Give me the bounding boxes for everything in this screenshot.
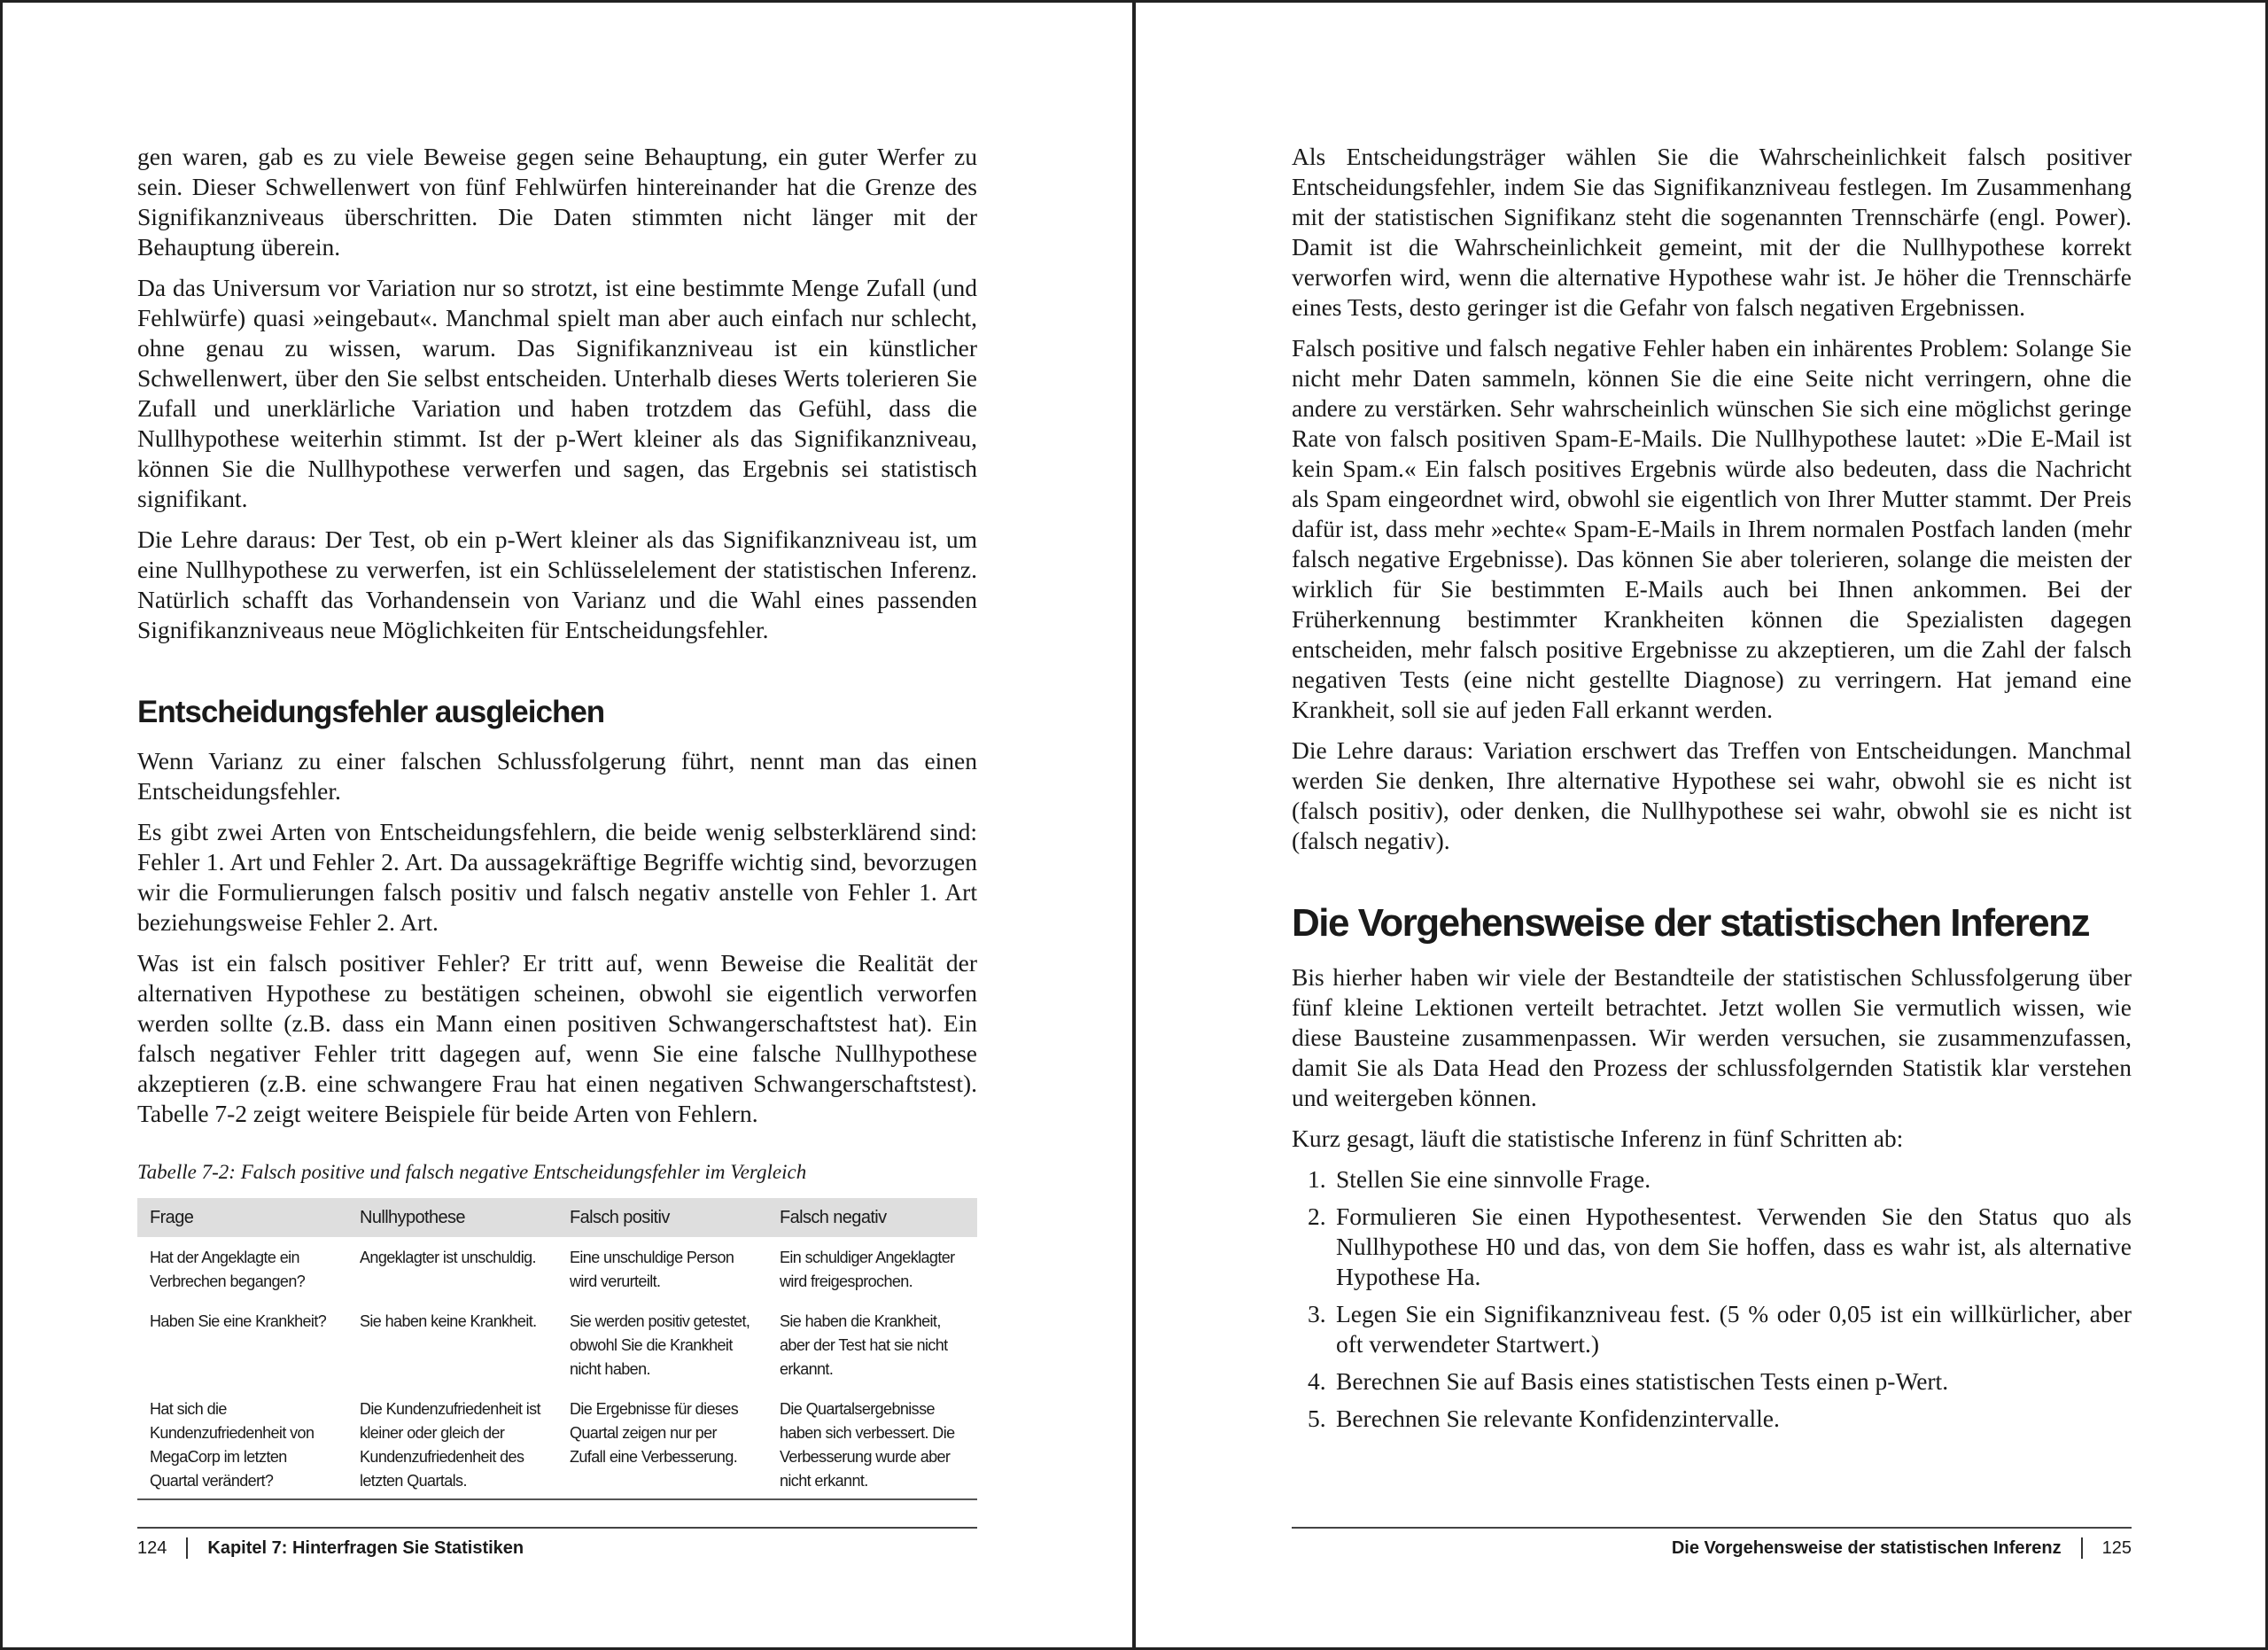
table-header-row xyxy=(137,1198,977,1237)
left-footer xyxy=(137,1527,977,1559)
table-cell: Haben Sie eine Krankheit? xyxy=(150,1312,327,1330)
table-cell: Eine unschuldige Person wird verurteilt. xyxy=(570,1249,734,1290)
list-number: 1. xyxy=(1308,1165,1326,1193)
list-item xyxy=(1292,1299,2132,1359)
left-paragraph-4: Wenn Varianz zu einer falschen Schlussfolgerung führt, nennt man das einen Entscheidungsfehler. xyxy=(137,747,977,805)
steps-list xyxy=(1292,1164,2132,1434)
list-text: Berechnen Sie relevante Konfidenzintervalle. xyxy=(1336,1405,1780,1432)
list-text: Stellen Sie eine sinnvolle Frage. xyxy=(1336,1165,1651,1193)
table-header-cell: Falsch negativ xyxy=(767,1198,977,1237)
table-header-cell: Frage xyxy=(137,1198,347,1237)
right-page xyxy=(1292,142,2132,1441)
table-cell: Die Ergebnisse für dieses Quartal zeigen nur per Zufall eine Verbesserung. xyxy=(557,1389,767,1499)
page-gutter xyxy=(1132,0,1136,1650)
left-paragraph-2: Da das Universum vor Variation nur so strotzt, ist eine bestimmte Menge Zufall (und Fehlwürfe) quasi »eingebaut«. Manchmal spielt man aber auch einfach nur schlecht, ohne genau zu wissen, warum. Das Signifikanzniveau ist ein künstlicher Schwellenwert, über den Sie selbst entscheiden. Unterhalb dieses Werts tolerieren Sie Zufall und unerklärliche Variation und haben trotzdem das Gefühl, dass die Nullhypothese weiterhin stimmt. Ist der p-Wert kleiner als das Signifikanzniveau, können Sie die Nullhypothese verwerfen und sagen, das Ergebnis sei statistisch signifikant. xyxy=(137,274,977,512)
table-header-cell: Nullhypothese xyxy=(347,1198,557,1237)
table-cell: Sie werden positiv getestet, obwohl Sie die Krankheit nicht haben. xyxy=(570,1312,750,1378)
left-page xyxy=(137,142,977,1500)
table-cell: Sie haben die Krankheit, aber der Test hat sie nicht erkannt. xyxy=(780,1312,948,1378)
running-header-chapter: Kapitel 7: Hinterfragen Sie Statistiken xyxy=(207,1537,524,1558)
right-paragraph-1: Als Entscheidungsträger wählen Sie die Wahrscheinlichkeit falsch positiver Entscheidungsfehler, indem Sie das Signifikanzniveau festlegen. Im Zusammenhang mit der statistischen Signifikanz steht die sogenannten Trennschärfe (engl. Power). Damit ist die Wahrscheinlichkeit gemeint, mit der die Nullhypothese korrekt verworfen wird, wenn die alternative Hypothese wahr ist. Je höher die Trennschärfe eines Tests, desto geringer ist die Gefahr von falsch negativen Ergebnissen. xyxy=(1292,143,2132,321)
list-item xyxy=(1292,1202,2132,1292)
table-cell: Die Quartalsergebnisse haben sich verbessert. Die Verbesserung wurde aber nicht erkannt. xyxy=(767,1389,977,1499)
table-cell: Sie haben keine Krankheit. xyxy=(360,1312,537,1330)
footer-divider xyxy=(2081,1537,2083,1559)
right-paragraph-4: Bis hierher haben wir viele der Bestandteile der statistischen Schlussfolgerung über fünf kleine Lektionen verteilt betrachtet. Jetzt wollen Sie vermutlich wissen, wie diese Bausteine zusammenpassen. Wir werden versuchen, sie zusammenzufassen, damit Sie als Data Head den Prozess der schlussfolgernden Statistik klar verstehen und weitergeben können. xyxy=(1292,963,2132,1111)
list-item xyxy=(1292,1404,2132,1434)
running-header-section: Die Vorgehensweise der statistischen Inferenz xyxy=(1671,1537,2062,1558)
list-text: Formulieren Sie einen Hypothesentest. Verwenden Sie den Status quo als Nullhypothese H0 und das, von dem Sie hoffen, dass es wahr ist, als alternative Hypothese Ha. xyxy=(1336,1202,2132,1290)
footer-divider xyxy=(186,1537,188,1559)
list-number: 4. xyxy=(1308,1367,1326,1395)
list-number: 2. xyxy=(1308,1202,1326,1230)
right-paragraph-3: Die Lehre daraus: Variation erschwert das Treffen von Entscheidungen. Manchmal werden Sie denken, Ihre alternative Hypothese sei wahr, obwohl sie es nicht ist (falsch positiv), oder denken, die Nullhypothese sei wahr, obwohl sie es nicht ist (falsch negativ). xyxy=(1292,736,2132,854)
table-caption: Tabelle 7-2: Falsch positive und falsch negative Entscheidungsfehler im Vergleich xyxy=(137,1161,807,1183)
page-number: 124 xyxy=(137,1537,167,1558)
left-paragraph-5: Es gibt zwei Arten von Entscheidungsfehlern, die beide wenig selbsterklärend sind: Fehler 1. Art und Fehler 2. Art. Da aussagekräftige Begriffe wichtig sind, bevorzugen wir die Formulierungen falsch positiv und falsch negativ anstelle von Fehler 1. Art beziehungsweise Fehler 2. Art. xyxy=(137,818,977,936)
table-cell: Hat sich die Kundenzufriedenheit von MegaCorp im letzten Quartal verändert? xyxy=(137,1389,347,1499)
table-cell: Die Kundenzufriedenheit ist kleiner oder gleich der Kundenzufriedenheit des letzten Quartals. xyxy=(347,1389,557,1499)
section-heading: Entscheidungsfehler ausgleichen xyxy=(137,695,605,729)
list-item xyxy=(1292,1366,2132,1397)
list-text: Berechnen Sie auf Basis eines statistischen Tests einen p-Wert. xyxy=(1336,1367,1949,1395)
right-paragraph-2: Falsch positive und falsch negative Fehler haben ein inhärentes Problem: Solange Sie nicht mehr Daten sammeln, können Sie die eine Seite nicht verringern, ohne die andere zu verstärken. Sehr wahrscheinlich wünschen Sie sich eine möglichst geringe Rate von falsch positiven Spam-E-Mails. Die Nullhypothese lautet: »Die E-Mail ist kein Spam.« Ein falsch positives Ergebnis würde also bedeuten, dass die Nachricht als Spam eingeordnet wird, obwohl sie eigentlich von Ihrer Mutter stammt. Der Preis dafür ist, dass mehr »echte« Spam-E-Mails in Ihrem normalen Postfach landen (mehr falsch negative Ergebnisse). Das können Sie aber tolerieren, solange die meisten der wirklich für Sie bestimmten E-Mails auch bei Ihnen ankommen. Bei der Früherkennung bestimmter Krankheiten können die Spezialisten dagegen entscheiden, mehr falsch positive Ergebnisse zu akzeptieren, um die Zahl der falsch negativen Tests (eine nicht gestellte Diagnose) zu verringern. Hat jemand eine Krankheit, soll sie auf jeden Fall erkannt werden. xyxy=(1292,334,2132,723)
list-number: 3. xyxy=(1308,1300,1326,1327)
table-row xyxy=(137,1237,977,1301)
table-row xyxy=(137,1301,977,1389)
comparison-table xyxy=(137,1198,977,1500)
left-paragraph-6: Was ist ein falsch positiver Fehler? Er tritt auf, wenn Beweise die Realität der alternativen Hypothese zu bestätigen scheinen, obwohl sie eigentlich verworfen werden sollte (z.B. dass ein Mann einen positiven Schwangerschaftstest hat). Ein falsch negativer Fehler tritt dagegen auf, wenn Sie eine falsche Nullhypothese akzeptieren (z.B. eine schwangere Frau hat einen negativen Schwangerschaftstest). Tabelle 7-2 zeigt weitere Beispiele für beide Arten von Fehlern. xyxy=(137,949,977,1127)
page-number: 125 xyxy=(2101,1537,2132,1558)
list-number: 5. xyxy=(1308,1405,1326,1432)
table-cell: Ein schuldiger Angeklagter wird freigesprochen. xyxy=(780,1249,955,1290)
right-paragraph-5: Kurz gesagt, läuft die statistische Inferenz in fünf Schritten ab: xyxy=(1292,1125,1904,1152)
list-text: Legen Sie ein Signifikanzniveau fest. (5 % oder 0,05 ist ein willkürlicher, aber oft verwendeter Startwert.) xyxy=(1336,1300,2132,1358)
right-footer xyxy=(1292,1527,2132,1559)
table-cell: Hat der Angeklagte ein Verbrechen begangen? xyxy=(150,1249,306,1290)
table-header-cell: Falsch positiv xyxy=(557,1198,767,1237)
list-item xyxy=(1292,1164,2132,1195)
left-paragraph-1: gen waren, gab es zu viele Beweise gegen seine Behauptung, ein guter Werfer zu sein. Dieser Schwellenwert von fünf Fehlwürfen hintereinander hat die Grenze des Signifikanzniveaus überschritten. Die Daten stimmten nicht länger mit der Behauptung überein. xyxy=(137,143,977,261)
table-row xyxy=(137,1389,977,1499)
left-paragraph-3: Die Lehre daraus: Der Test, ob ein p-Wert kleiner als das Signifikanzniveau ist, um eine Nullhypothese zu verwerfen, ist ein Schlüsselelement der statistischen Inferenz. Natürlich schafft das Vorhandensein von Varianz und die Wahl eines passenden Signifikanzniveaus neue Möglichkeiten für Entscheidungsfehler. xyxy=(137,525,977,643)
table-cell: Angeklagter ist unschuldig. xyxy=(360,1249,536,1266)
section-title: Die Vorgehensweise der statistischen Inferenz xyxy=(1292,901,2090,945)
